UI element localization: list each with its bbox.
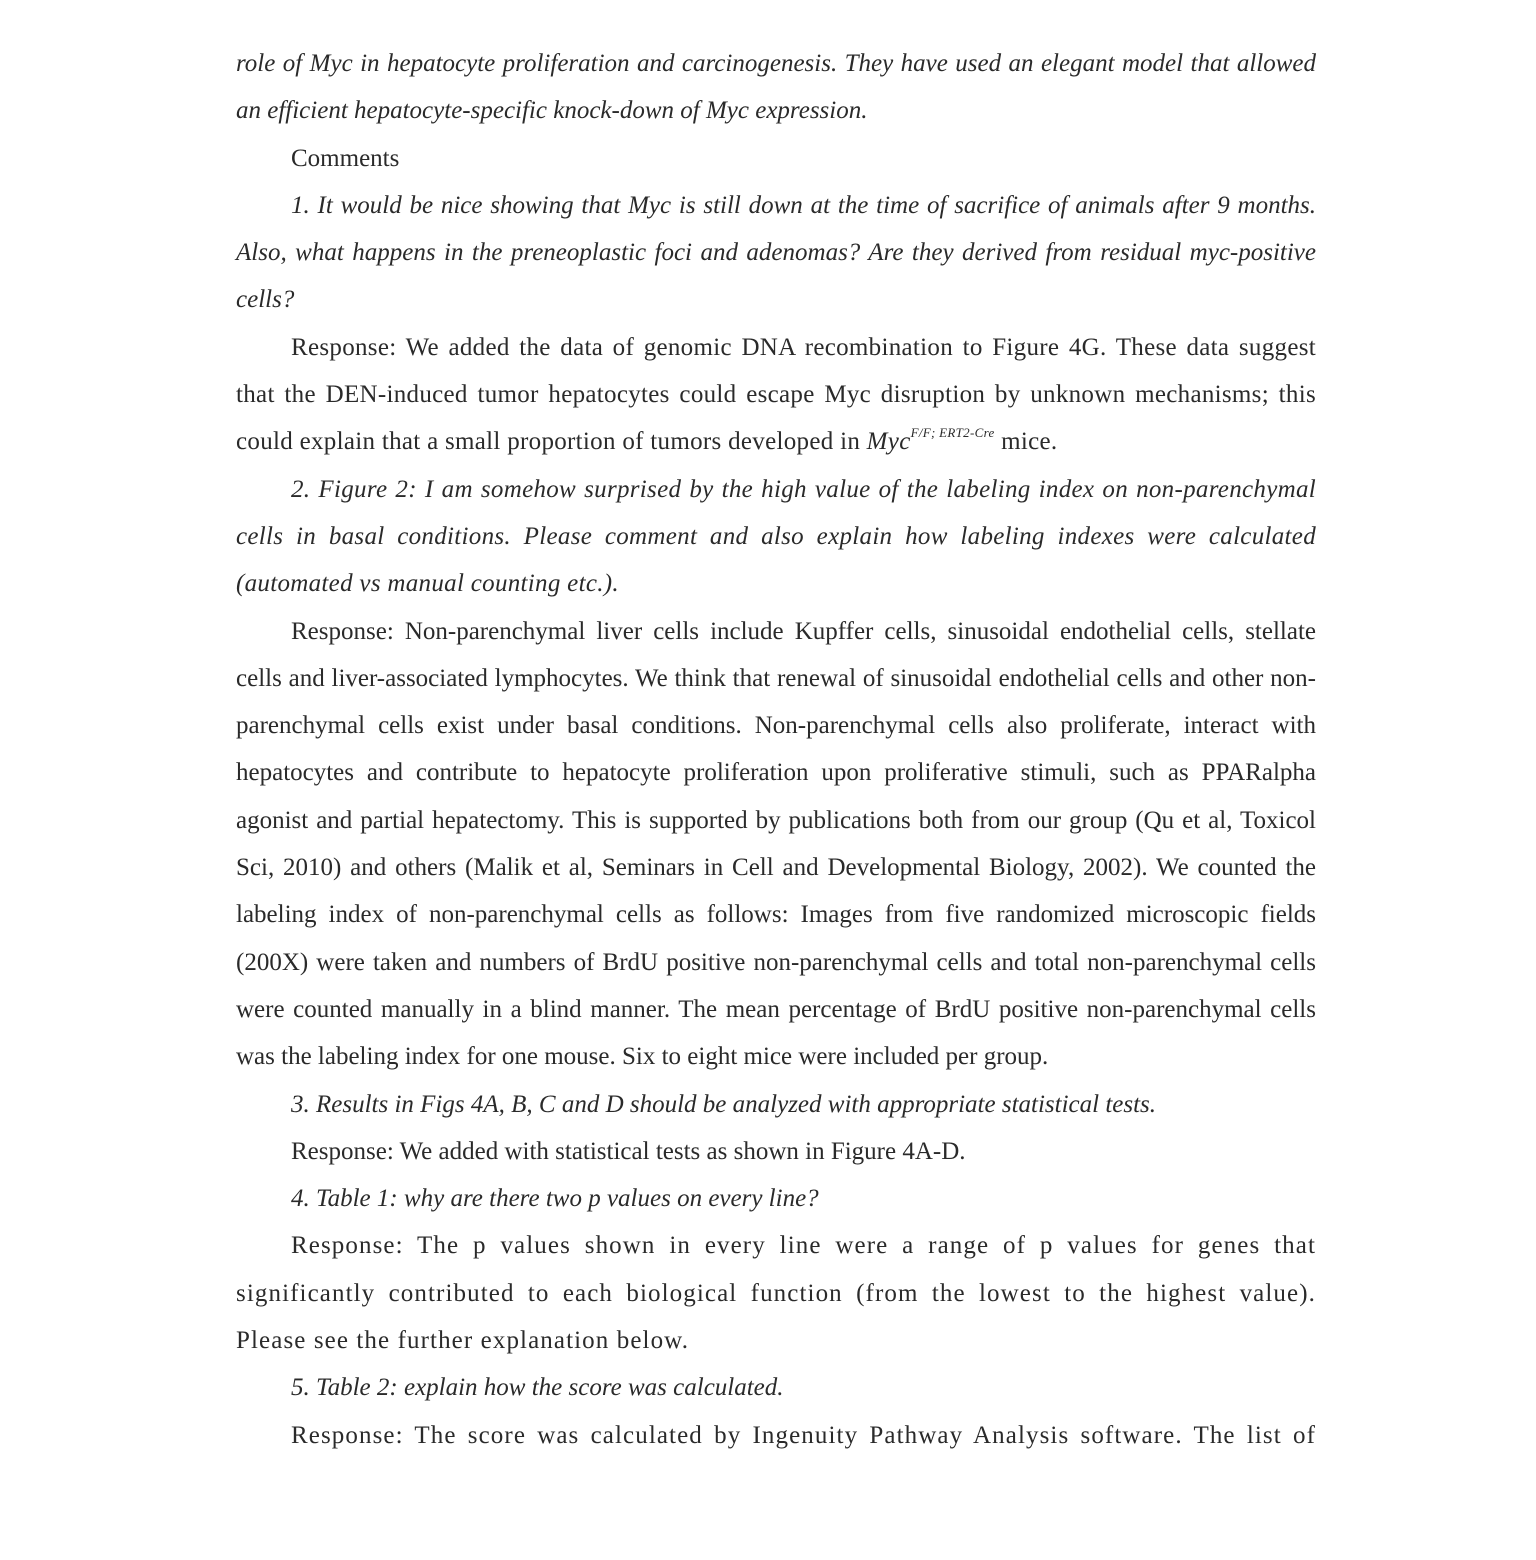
comment-1: 1. It would be nice showing that Myc is still down at the time of sacrifice of animals after 9 months. Also, what happens in the preneoplastic foci and adenomas? Are they derived from residual myc-positive cells? <box>236 191 1316 314</box>
comment-3: 3. Results in Figs 4A, B, C and D should be analyzed with appropriate statistical tests. <box>291 1090 1157 1118</box>
comments-heading: Comments <box>291 144 400 172</box>
document-page <box>236 40 1316 1459</box>
intro-paragraph-end: role of Myc in hepatocyte proliferation and carcinogenesis. They have used an elegant model that allowed an efficient hepatocyte-specific knock-down of Myc expression. <box>236 50 1316 125</box>
response-3: Response: We added with statistical tests as shown in Figure 4A-D. <box>291 1137 966 1165</box>
response-2: Response: Non-parenchymal liver cells include Kupffer cells, sinusoidal endothelial cells, stellate cells and liver-associated lymphocytes. We think that renewal of sinusoidal endothelial cells and other non-parenchymal cells exist under basal conditions. Non-parenchymal cells also proliferate, interact with hepatocytes and contribute to hepatocyte proliferation upon proliferative stimuli, such as PPARalpha agonist and partial hepatectomy. This is supported by publications both from our group (Qu et al, Toxicol Sci, 2010) and others (Malik et al, Seminars in Cell and Developmental Biology, 2002). We counted the labeling index of non-parenchymal cells as follows: Images from five randomized microscopic fields (200X) were taken and numbers of BrdU positive non-parenchymal cells and total non-parenchymal cells were counted manually in a blind manner. The mean percentage of BrdU positive non-parenchymal cells was the labeling index for one mouse. Six to eight mice were included per group. <box>236 617 1316 1071</box>
comment-4: 4. Table 1: why are there two p values on every line? <box>291 1185 819 1213</box>
comment-2: 2. Figure 2: I am somehow surprised by the high value of the labeling index on non-parenchymal cells in basal conditions. Please comment and also explain how labeling indexes were calculated (automated vs manual counting etc.). <box>236 475 1316 598</box>
comment-5: 5. Table 2: explain how the score was calculated. <box>291 1374 784 1402</box>
response-4: Response: The p values shown in every line were a range of p values for genes that significantly contributed to each biological function (from the lowest to the highest value). Please see the further explanation below. <box>236 1232 1316 1355</box>
response-1 <box>236 324 1316 466</box>
response-1-end: mice. <box>994 428 1058 456</box>
gene-name: Myc <box>866 428 911 456</box>
response-1-text: Response: We added the data of genomic DNA recombination to Figure 4G. These data suggest that the DEN-induced tumor hepatocytes could escape Myc disruption by unknown mechanisms; this could explain that a small proportion of tumors developed in <box>236 333 1316 456</box>
response-5: Response: The score was calculated by Ingenuity Pathway Analysis software. The list of <box>291 1421 1316 1449</box>
gene-genotype-superscript: F/F; ERT2-Cre <box>910 425 995 441</box>
